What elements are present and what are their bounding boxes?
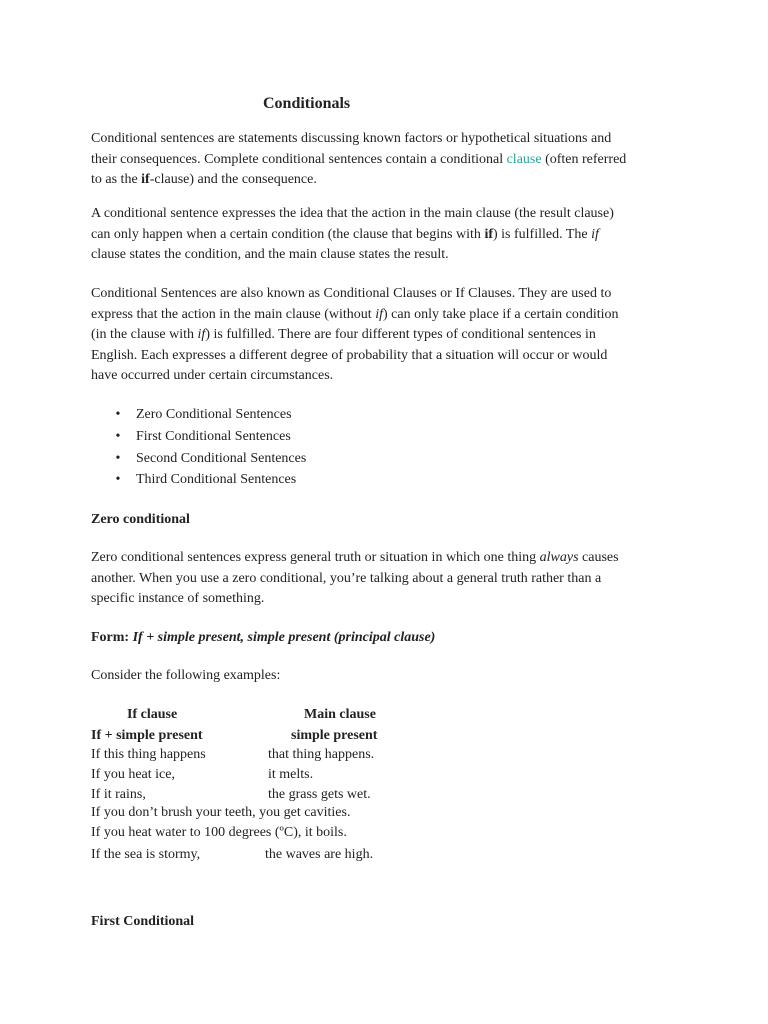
text-line: have occurred under certain circumstances.	[91, 368, 334, 383]
text-segment: Zero conditional sentences express general truth or situation in which one thing	[91, 550, 540, 565]
section-heading-zero: Zero conditional	[91, 512, 190, 527]
italic-term: if	[591, 226, 599, 242]
table-cell: the grass gets wet.	[268, 787, 371, 802]
text-line: clause states the condition, and the main clause states the result.	[91, 247, 449, 262]
page-title: Conditionals	[263, 95, 351, 112]
italic-term: if	[375, 306, 383, 322]
bullet-icon: •	[115, 407, 121, 422]
text-segment: ) can only take place if a certain condition	[382, 306, 619, 322]
table-cell: If this thing happens	[91, 747, 206, 762]
text-segment: (often referred	[541, 151, 627, 167]
text-line	[91, 225, 681, 246]
list-item: First Conditional Sentences	[136, 429, 291, 444]
bold-term: if	[484, 226, 493, 242]
table-cell: it melts.	[268, 767, 314, 782]
text-line: English. Each expresses a different degree of probability that a situation will occur or would	[91, 347, 608, 363]
text-segment: their consequences. Complete conditional sentences contain a conditional	[91, 151, 507, 167]
form-formula: If + simple present, simple present (principal clause)	[132, 630, 436, 645]
col-sub-main: simple present	[291, 728, 378, 743]
text-line: specific instance of something.	[91, 591, 265, 606]
text-line	[91, 548, 681, 569]
text-segment: to as the	[91, 172, 142, 187]
definition-paragraph	[91, 204, 681, 266]
text-line	[91, 325, 681, 346]
text-segment: causes	[578, 550, 619, 565]
bullet-icon: •	[115, 429, 121, 444]
text-segment: -clause) and the consequence.	[149, 172, 317, 187]
col-sub-if: If + simple present	[91, 728, 203, 743]
intro-paragraph	[91, 129, 681, 191]
text-line: Conditional Sentences are also known as Conditional Clauses or If Clauses. They are used to	[91, 286, 612, 301]
bullet-icon: •	[115, 472, 121, 487]
table-cell: that thing happens.	[268, 747, 375, 762]
bullet-icon: •	[115, 451, 121, 466]
examples-intro: Consider the following examples:	[91, 668, 281, 683]
bold-term: if	[141, 172, 150, 187]
italic-term: always	[539, 550, 579, 565]
text-segment: ) is fulfilled. The	[493, 226, 592, 242]
text-line: Conditional sentences are statements discussing known factors or hypothetical situations and	[91, 131, 612, 146]
table-cell: the waves are high.	[265, 847, 374, 862]
text-line	[91, 305, 681, 326]
table-row: If you heat water to 100 degrees (ºC), it boils.	[91, 825, 347, 840]
list-item: Zero Conditional Sentences	[136, 407, 292, 422]
text-segment: ) is fulfilled. There are four different types of conditional sentences in	[205, 327, 596, 342]
col-header-if-clause: If clause	[127, 707, 178, 722]
table-cell: If you heat ice,	[91, 767, 175, 782]
form-label: Form:	[91, 630, 133, 645]
col-header-main-clause: Main clause	[304, 707, 376, 722]
list-item: Second Conditional Sentences	[136, 451, 307, 466]
text-line	[91, 150, 681, 171]
form-line	[91, 628, 435, 648]
zero-paragraph	[91, 548, 681, 610]
text-segment: express that the action in the main clause (without	[91, 306, 376, 322]
text-segment: can only happen when a certain condition (the clause that begins with	[91, 226, 485, 242]
italic-term: if	[197, 327, 206, 342]
text-line: another. When you use a zero conditional, you’re talking about a general truth rather than a	[91, 570, 602, 586]
text-line	[91, 170, 681, 191]
table-cell: If it rains,	[91, 787, 146, 802]
list-item: Third Conditional Sentences	[136, 472, 297, 487]
types-paragraph	[91, 284, 681, 387]
table-row: If you don’t brush your teeth, you get cavities.	[91, 805, 351, 820]
table-cell: If the sea is stormy,	[91, 847, 201, 862]
text-segment: (in the clause with	[91, 327, 198, 342]
section-heading-first: First Conditional	[91, 914, 195, 929]
clause-link[interactable]: clause	[506, 151, 542, 167]
text-line: A conditional sentence expresses the idea that the action in the main clause (the result clause)	[91, 206, 614, 221]
